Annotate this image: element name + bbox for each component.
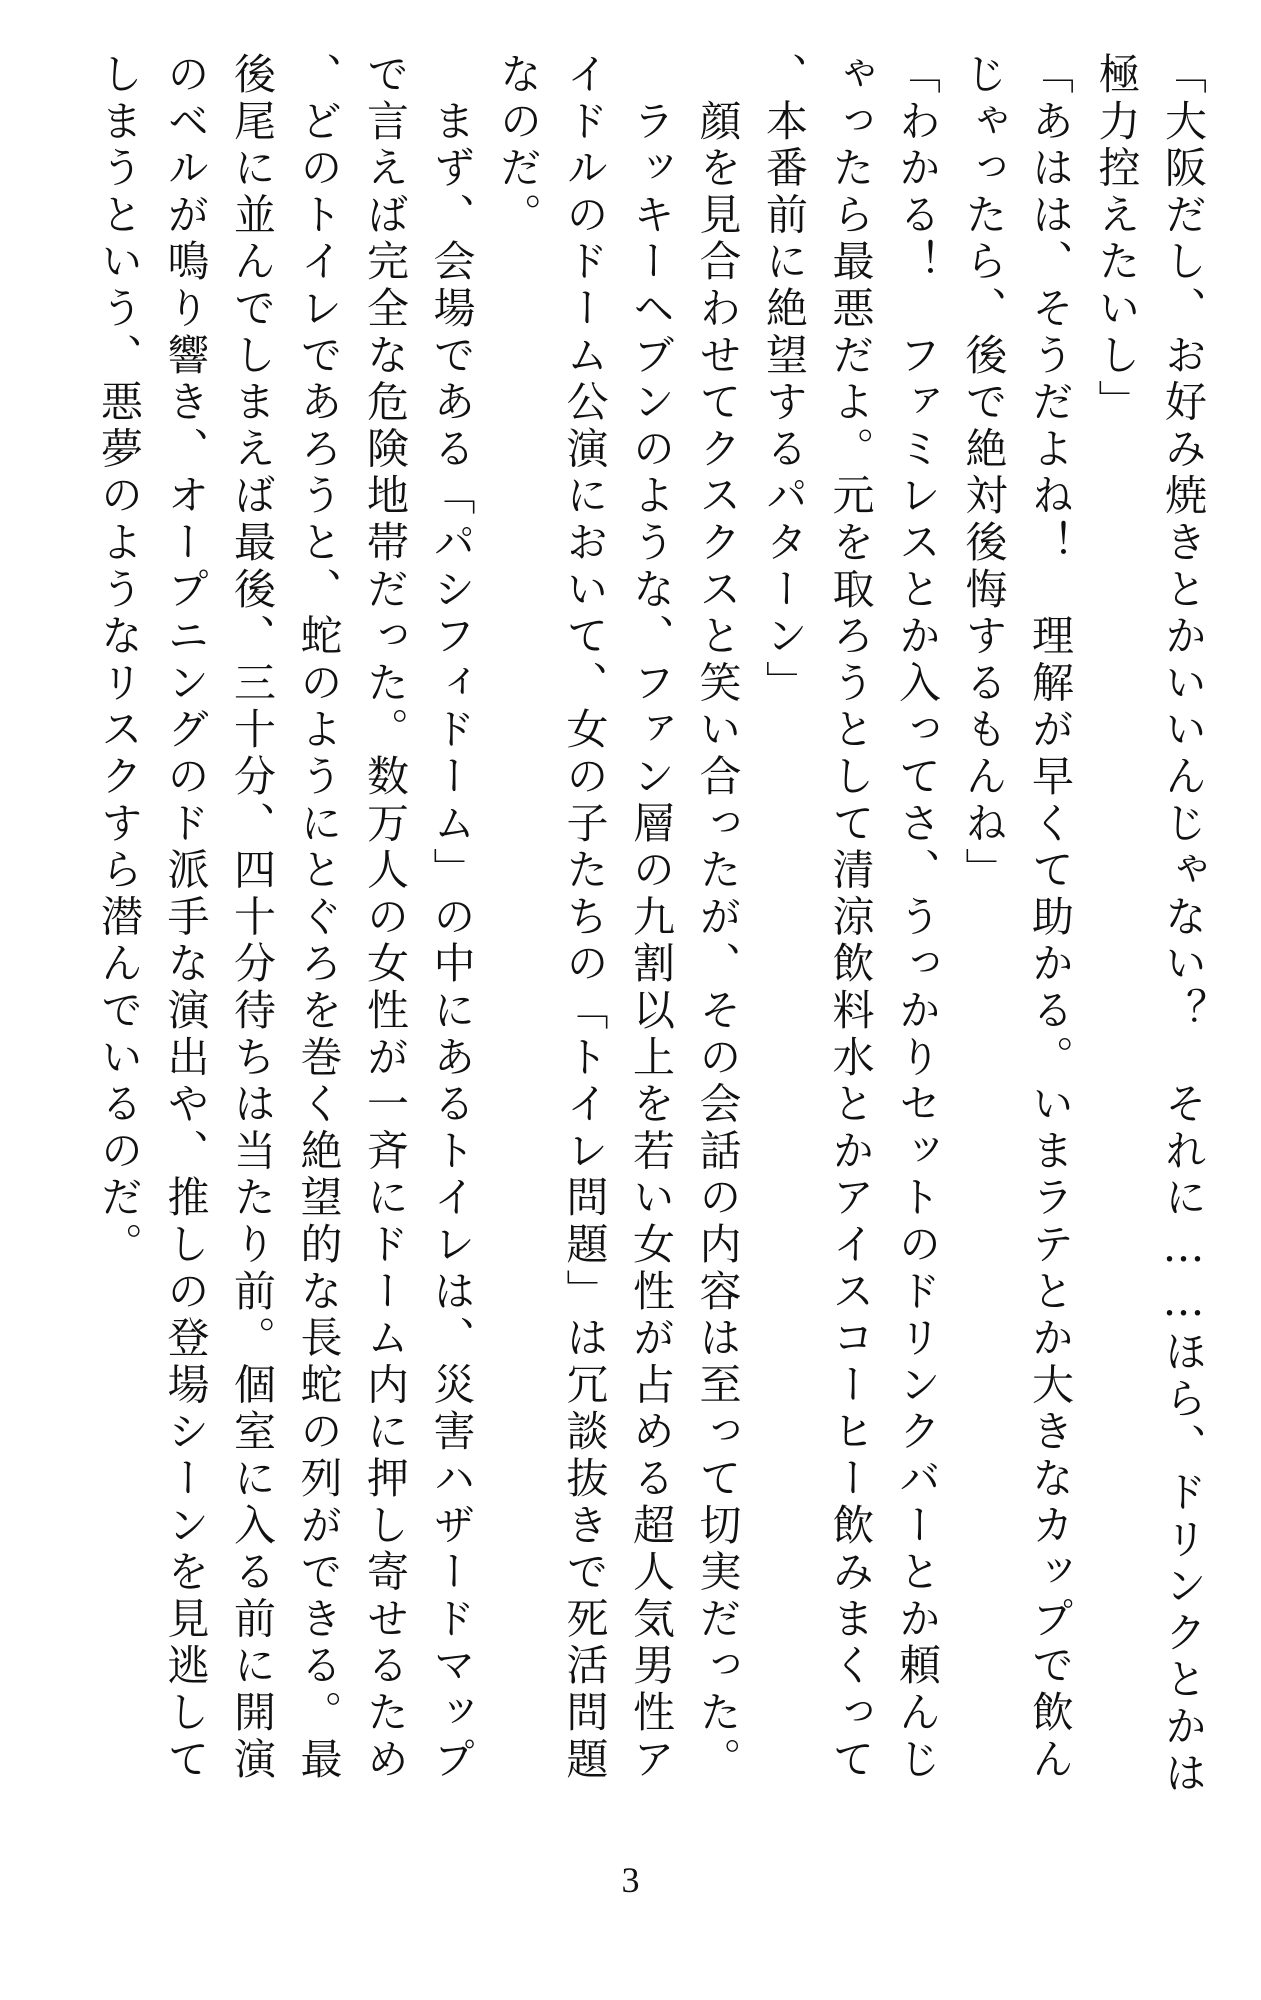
paragraph: ラッキーヘブンのような、ファン層の九割以上を若い女性が占める超人気男性アイドルのドーム公演において、女の子たちの「トイレ問題」は冗談抜きで死活問題なのだ。: [494, 52, 676, 1784]
body-text: [36, 52, 1216, 1812]
paragraph: 「あはは、そうだよね！ 理解が早くて助かる。いまラテとか大きなカップで飲んじゃったら、後で絶対後悔するもんね」: [959, 52, 1075, 1784]
paragraph: 「わかる！ ファミレスとか入ってさ、うっかりセットのドリンクバーとか頼んじゃったら最悪だよ。元を取ろうとして清涼飲料水とかアイスコーヒー飲みまくって、本番前に絶望するパターン」: [760, 52, 942, 1784]
paragraph: 顔を見合わせてクスクスと笑い合ったが、その会話の内容は至って切実だった。: [693, 52, 743, 1784]
paragraph: 「大阪だし、お好み焼きとかいいんじゃない？ それに……ほら、ドリンクとかは極力控えたいし」: [1092, 52, 1208, 1798]
paragraph: まず、会場である「パシフィドーム」の中にあるトイレは、災害ハザードマップで言えば完全な危険地帯だった。数万人の女性が一斉にドーム内に押し寄せるため、どのトイレであろうと、蛇のようにとぐろを巻く絶望的な長蛇の列ができる。最後尾に並んでしまえば最後、三十分、四十分待ちは当たり前。個室に入る前に開演のベルが鳴り響き、オープニングのド派手な演出や、推しの登場シーンを見逃してしまうという、悪夢のようなリスクすら潜んでいるのだ。: [95, 52, 477, 1784]
page-number: 3: [621, 1860, 640, 1900]
